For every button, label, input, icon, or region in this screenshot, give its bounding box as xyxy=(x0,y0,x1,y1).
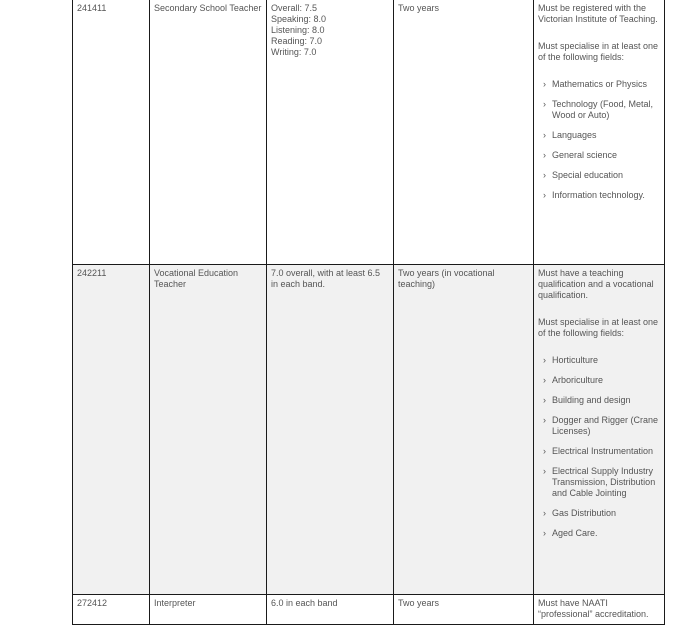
ielts-cell xyxy=(267,0,394,264)
requirement-text: Must have a teaching qualification and a vocational qualification. xyxy=(538,267,654,300)
occupation-requirements-table xyxy=(72,0,665,625)
chevron-right-icon: › xyxy=(543,374,546,385)
chevron-right-icon: › xyxy=(543,507,546,518)
experience-text: Two years (in vocational teaching) xyxy=(398,267,495,289)
list-item: › General science xyxy=(543,150,618,160)
ielts-cell xyxy=(267,594,394,624)
experience-cell xyxy=(394,594,534,624)
list-item: › Electrical Instrumentation xyxy=(543,445,654,456)
table-row xyxy=(73,264,665,594)
list-item: › Horticulture xyxy=(543,354,599,365)
chevron-right-icon: › xyxy=(543,394,546,405)
requirement-text: Must be registered with the Victorian Institute of Teaching. xyxy=(538,3,658,24)
requirement-text: Must specialise in at least one of the following fields: xyxy=(538,316,659,338)
requirements-cell xyxy=(534,264,665,594)
field-list xyxy=(538,79,660,201)
requirement-text: Must have NAATI “professional” accreditation. xyxy=(538,597,649,619)
requirements-cell xyxy=(534,0,665,264)
ielts-score: 7.0 overall, with at least 6.5 in each band. xyxy=(271,267,381,289)
list-item: › Gas Distribution xyxy=(543,507,617,518)
experience-text: Two years xyxy=(398,3,440,13)
list-item: › Dogger and Rigger (Crane Licenses) xyxy=(543,414,659,436)
list-item: › Electrical Supply Industry Transmission, Distribution and Cable Jointing xyxy=(543,465,656,498)
ielts-score: Reading: 7.0 xyxy=(271,36,323,46)
chevron-right-icon: › xyxy=(543,99,546,109)
list-item: › Languages xyxy=(543,130,597,140)
chevron-right-icon: › xyxy=(543,445,546,456)
list-item: › Information technology. xyxy=(543,190,645,200)
ielts-score: Listening: 8.0 xyxy=(271,25,325,35)
occupation-code: 242211 xyxy=(77,267,107,278)
occupation-code-cell xyxy=(73,594,150,624)
occupation-name: Interpreter xyxy=(154,597,196,608)
list-item: › Building and design xyxy=(543,394,631,405)
occupation-name-cell xyxy=(150,264,267,594)
chevron-right-icon: › xyxy=(543,465,546,476)
list-item: › Special education xyxy=(543,170,624,180)
field-list xyxy=(538,355,660,539)
requirement-text: Must specialise in at least one of the following fields: xyxy=(538,41,659,62)
occupation-code-cell xyxy=(73,0,150,264)
experience-text: Two years xyxy=(398,597,440,608)
occupation-code-cell xyxy=(73,264,150,594)
experience-cell xyxy=(394,0,534,264)
chevron-right-icon: › xyxy=(543,414,546,425)
occupation-code: 272412 xyxy=(77,597,108,608)
chevron-right-icon: › xyxy=(543,170,546,180)
ielts-score: Overall: 7.5 xyxy=(271,3,318,13)
requirements-cell xyxy=(534,594,665,624)
ielts-score: Writing: 7.0 xyxy=(271,47,317,57)
table-row xyxy=(73,0,665,264)
occupation-name: Secondary School Teacher xyxy=(154,3,262,13)
chevron-right-icon: › xyxy=(543,527,546,538)
occupation-name: Vocational Education Teacher xyxy=(154,267,239,289)
list-item: › Technology (Food, Metal, Wood or Auto) xyxy=(543,99,654,120)
ielts-score: 6.0 in each band xyxy=(271,597,338,608)
chevron-right-icon: › xyxy=(543,354,546,365)
table-row xyxy=(73,594,665,624)
chevron-right-icon: › xyxy=(543,130,546,140)
chevron-right-icon: › xyxy=(543,79,546,89)
list-item: › Arboriculture xyxy=(543,374,604,385)
ielts-cell xyxy=(267,264,394,594)
occupation-code: 241411 xyxy=(77,3,107,13)
ielts-score: Speaking: 8.0 xyxy=(271,14,327,24)
list-item: › Mathematics or Physics xyxy=(543,79,648,89)
experience-cell xyxy=(394,264,534,594)
occupation-name-cell xyxy=(150,594,267,624)
list-item: › Aged Care. xyxy=(543,527,598,538)
chevron-right-icon: › xyxy=(543,190,546,200)
occupation-name-cell xyxy=(150,0,267,264)
chevron-right-icon: › xyxy=(543,150,546,160)
